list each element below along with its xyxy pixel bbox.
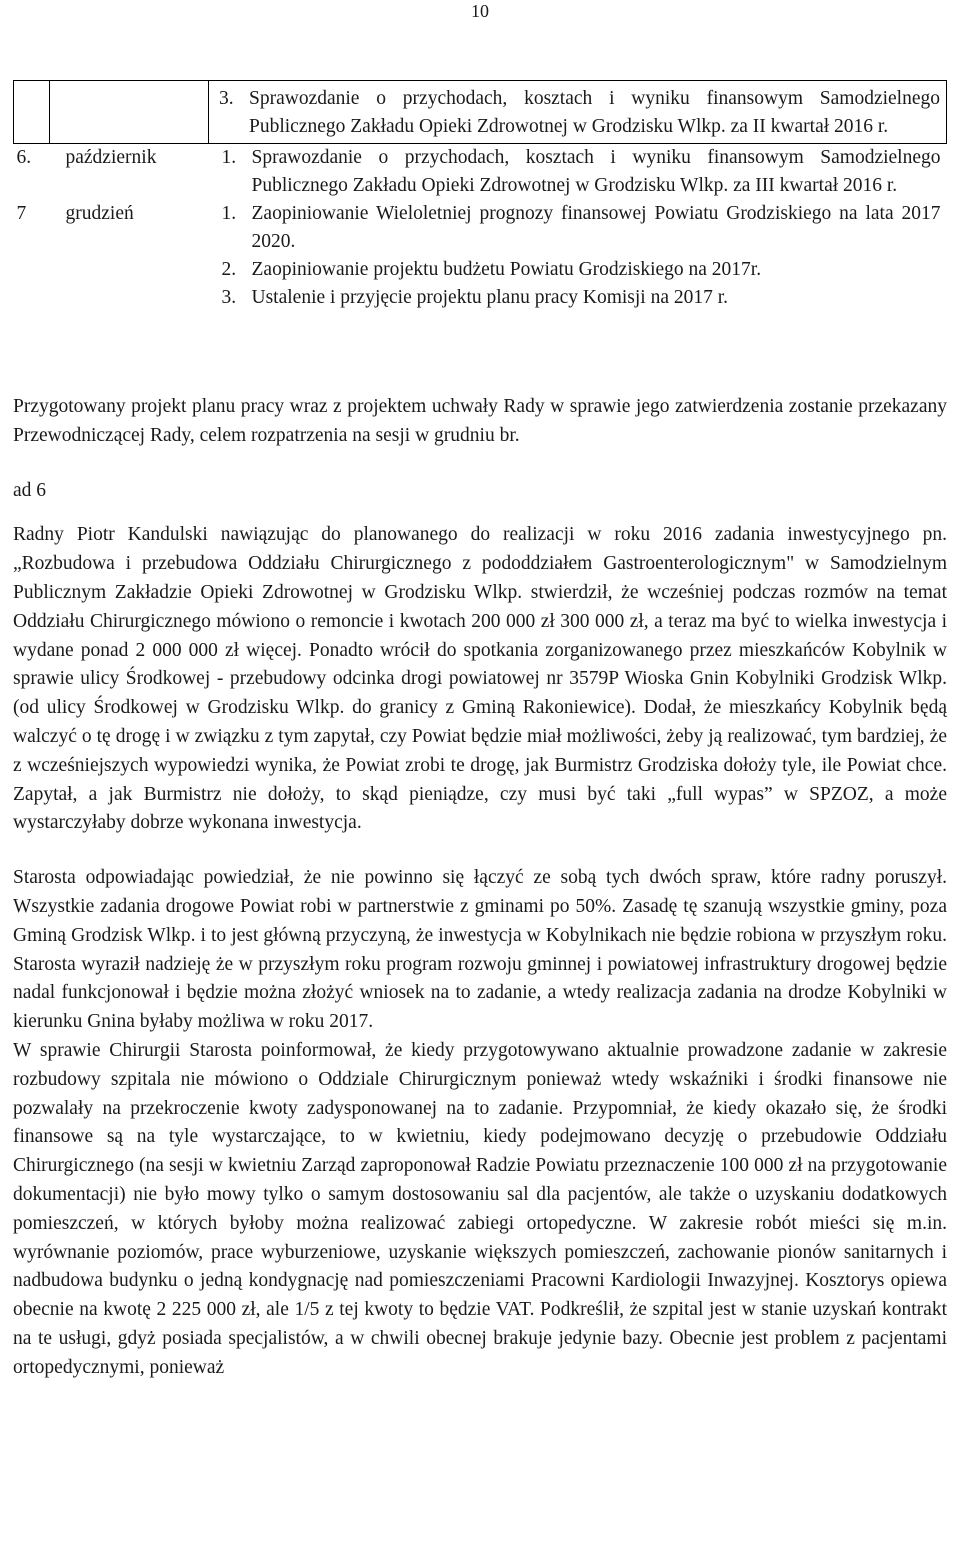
paragraph-plan-submission: Przygotowany projekt planu pracy wraz z projektem uchwały Rady w sprawie jego zatwierdzenia zostanie przekazany Przewodniczącej Rady, celem rozpatrzenia na sesji w grudniu br. <box>13 396 947 446</box>
october-row <box>14 144 947 200</box>
agenda-item-number: 3. <box>219 88 234 109</box>
month-cell: październik <box>65 147 157 168</box>
agenda-item <box>222 256 941 284</box>
agenda-item-number: 3. <box>221 287 237 308</box>
paragraph-surgery-info: W sprawie Chirurgii Starosta poinformował, że kiedy przygotowywano aktualnie prowadzone zadanie w zakresie rozbudowy szpitala nie mówiono o Oddziale Chirurgicznym ponieważ wtedy wskaźniki i środki finansowe nie pozwalały na przekroczenie kwoty zadysponowanej na to zadanie. Przypomniał, że kiedy okazało się, że środki finansowe są na tyle wystarczające, to w kwietniu, kiedy podejmowano decyzję o przebudowie Oddziału Chirurgicznego (na sesji w kwietniu Zarząd zaproponował Radzie Powiatu przeznaczenie 100 000 zł na przygotowanie dokumentacji) nie było mowy tylko o samym dostosowaniu sal dla pacjentów, ale także o uzyskaniu dodatkowych pomieszczeń, w których byłoby można realizować zabiegi ortopedyczne. W zakresie robót mieści się m.in. wyrównanie poziomów, prace wyburzeniowe, uzyskanie większych pomieszczeń, zachowanie pionów sanitarnych i nadbudowa budynku o jedną kondygnację nad pomieszczeniami Pracowni Kardiologii Inwazyjnej. Kosztorys opiewa obecnie na kwotę 2 225 000 zł, ale 1/5 z tej kwoty to będzie VAT. Podkreślił, że szpital jest w stanie uzyskań kontrakt na te usługi, gdyż posiada specjalistów, a w chwili obecnej brakuje jedynie bazy. Obecnie jest problem z pacjentami ortopedycznymi, ponieważ <box>13 1039 947 1378</box>
table-row <box>14 144 947 313</box>
agenda-point-heading: ad 6 <box>13 479 47 501</box>
row-number-cell <box>14 81 50 144</box>
agenda-items-list <box>222 200 947 312</box>
paragraph-starosta-answer: Starosta odpowiadając powiedział, że nie powinno się łączyć ze sobą tych dwóch spraw, które radny poruszył. Wszystkie zadania drogowe Powiat robi w partnerstwie z gminami po 50%. Zasadę tę szanują wszystkie gminy, poza Gminą Grodzisk Wlkp. i to jest główną przyczyną, że inwestycja w Kobylnikach nie będzie robiona w przyszłym roku. Starosta wyraził nadzieję że w przyszłym roku program rozwoju gminnej i powiatowej infrastruktury drogowej będzie nadal funkcjonował i będzie można złożyć wniosek na to zadanie, a wtedy realizacja zadania na drodze Kobylniki w kierunku Gnina byłaby możliwa w roku 2017. <box>13 867 947 1033</box>
table-row <box>14 81 947 144</box>
page-number: 10 <box>471 1 489 21</box>
agenda-item-text: Ustalenie i przyjęcie projektu planu pracy Komisji na 2017 r. <box>251 287 729 308</box>
month-cell <box>50 81 209 144</box>
agenda-items-cell <box>209 81 947 144</box>
agenda-item <box>219 85 940 141</box>
work-plan-table <box>13 80 947 312</box>
agenda-item-text: Sprawozdanie o przychodach, kosztach i wyniku finansowym Samodzielnego Publicznego Zakładu Opieki Zdrowotnej w Grodzisku Wlkp. za III kwartał 2016 r. <box>251 147 941 196</box>
minutes-body <box>13 393 947 1383</box>
agenda-item-number: 1. <box>221 147 237 168</box>
agenda-item <box>222 200 941 256</box>
row-number-cell: 7 <box>16 203 27 224</box>
month-cell: grudzień <box>65 203 134 224</box>
agenda-item-text: Sprawozdanie o przychodach, kosztach i wyniku finansowym Samodzielnego Publicznego Zakładu Opieki Zdrowotnej w Grodzisku Wlkp. za II kwartał 2016 r. <box>249 88 940 137</box>
row-number-cell: 6. <box>16 147 32 168</box>
agenda-item-text: Zaopiniowanie Wieloletniej prognozy finansowej Powiatu Grodziskiego na lata 2017 2020. <box>251 203 941 252</box>
agenda-item-text: Zaopiniowanie projektu budżetu Powiatu Grodziskiego na 2017r. <box>251 259 762 280</box>
agenda-item-number: 1. <box>221 203 237 224</box>
agenda-item <box>222 284 941 312</box>
paragraph-councillor-question: Radny Piotr Kandulski nawiązując do planowanego do realizacji w roku 2016 zadania inwestycyjnego pn. „Rozbudowa i przebudowa Oddziału Chirurgicznego z pododdziałem Gastroenterologicznym" w Samodzielnym Publicznym Zakładzie Opieki Zdrowotnej w Grodzisku Wlkp. stwierdził, że wcześniej podczas rozmów na temat Oddziału Chirurgicznego mówiono o remoncie i kwotach 200 000 zł 300 000 zł, a teraz ma być to wielka inwestycja i wydane ponad 2 000 000 zł więcej. Ponadto wrócił do spotkania zorganizowanego przez mieszkańców Kobylnik w sprawie ulicy Środkowej - przebudowy odcinka drogi powiatowej nr 3579P Wioska Gnin Kobylniki Grodzisk Wlkp. (od ulicy Środkowej w Grodzisku Wlkp. do granicy z Gminą Rakoniewice). Dodał, że mieszkańcy Kobylnik będą walczyć o tę drogę i w związku z tym zapytał, czy Powiat będzie miał możliwości, żeby ją realizować, tym bardziej, że z wcześniejszych wypowiedzi wynika, że Powiat zrobi te drogę, jak Burmistrz Grodziska dołoży tyle, ile Powiat chce. Zapytał, a jak Burmistrz nie dołoży, to skąd pieniądze, czy musi być taki „full wypas” w SPZOZ, a może wystarczyłaby dobrze wykonana inwestycja. <box>13 524 947 834</box>
agenda-item <box>222 144 947 200</box>
december-row <box>14 200 947 312</box>
agenda-item-number: 2. <box>221 259 237 280</box>
merged-row-cell <box>14 144 947 313</box>
